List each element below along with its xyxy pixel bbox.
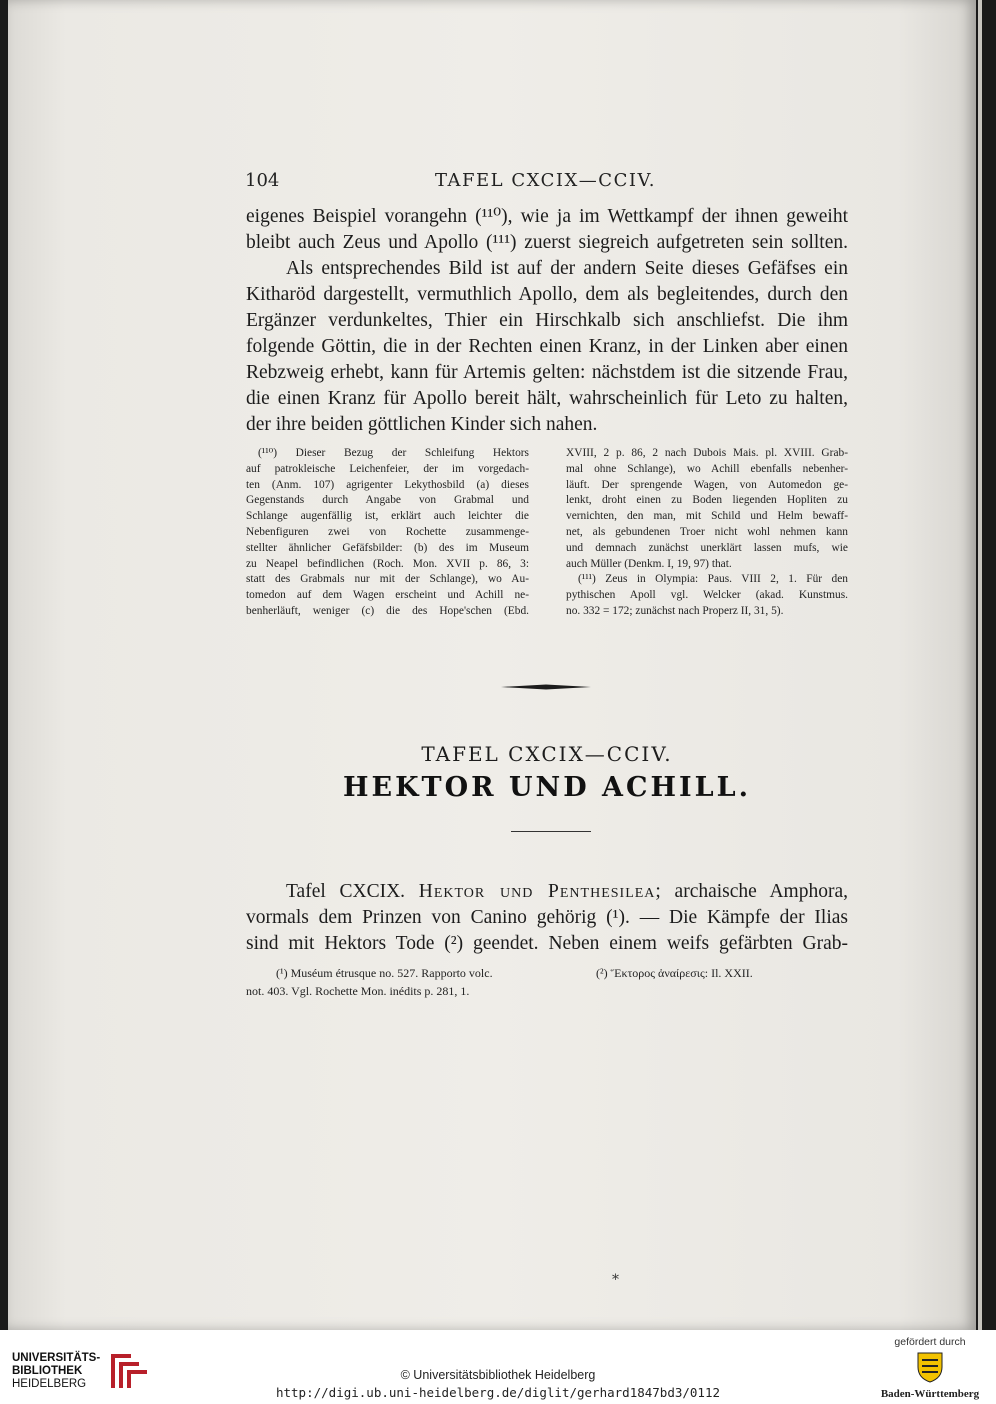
footnote-line: statt des Grabmals nur mit der Schlange), wo Au-	[246, 573, 529, 586]
footnote-line: ten (Anm. 107) agrigenter Lekythosbild (a) dieses	[246, 478, 529, 491]
footnote-line: stellter ähnlicher Gefäfsbilder: (b) des im Museum	[246, 541, 529, 554]
page-number: 104	[245, 170, 280, 191]
plate-description	[246, 879, 848, 957]
title-rule	[511, 831, 591, 832]
footer	[0, 1330, 996, 1404]
footnote-line: vernichten, den man, mit Schild und Helm bewaff-	[566, 510, 848, 523]
footnote-line: mal ohne Schlange), wo Achill ebenfalls nebenher-	[566, 462, 848, 475]
text-line: eigenes Beispiel vorangehn (¹¹⁰), wie ja im Wettkampf der ihnen geweiht	[246, 206, 848, 227]
text-line: Als entsprechendes Bild ist auf der andern Seite dieses Gefäfses ein	[286, 258, 848, 279]
plate-subject: Hektor und Penthesilea	[418, 881, 656, 902]
footnote-line: auch Müller (Denkm. I, 19, 97) that.	[566, 557, 732, 570]
text-line: vormals dem Prinzen von Canino gehörig (¹). — Die Kämpfe der Ilias	[246, 907, 848, 928]
funder-name: Baden-Württemberg	[880, 1388, 980, 1400]
footnote-line: (¹¹¹) Zeus in Olympia: Paus. VIII 2, 1. Für den	[578, 573, 848, 586]
footnote-line: tomedon auf dem Wagen erscheint und Achill ne-	[246, 589, 529, 602]
footnote-line: Nebenfiguren zwei von Rochette zusammenge-	[246, 525, 529, 538]
footnote-line: Schlange augenfällig ist, erklärt auch leichter die	[246, 510, 529, 523]
main-text	[246, 204, 848, 438]
text-line: der ihre beiden göttlichen Kinder sich nahen.	[246, 414, 598, 435]
footnote-2: (²) Ἕκτορος ἀναίρεσις: Il. XXII.	[596, 966, 753, 980]
footnote-row	[246, 982, 848, 1000]
footnote-line: no. 332 = 172; zunächst nach Properz II, 31, 5).	[566, 604, 784, 617]
running-head	[245, 170, 845, 194]
coat-of-arms-icon	[912, 1351, 948, 1383]
footnote-line: auf patrokleische Leichenfeier, der im vorgedach-	[246, 462, 529, 475]
footnote-row	[246, 964, 848, 982]
library-name-line: HEIDELBERG	[12, 1378, 87, 1390]
footnotes-right-column	[566, 446, 848, 620]
permalink[interactable]: http://digi.ub.uni-heidelberg.de/diglit/gerhard1847bd3/0112	[275, 1385, 720, 1400]
text-line: Kitharöd dargestellt, vermuthlich Apollo, dem als begleitendes, durch den	[246, 284, 848, 305]
footnote-line: (¹¹⁰) Dieser Bezug der Schleifung Hektors	[258, 447, 529, 459]
footnotes-left-column	[246, 446, 529, 620]
section-heading: TAFEL CXCIX—CCIV.	[421, 742, 673, 766]
plate-label: Tafel CXCIX.	[286, 881, 406, 902]
footnote-line: zu Neapel befindlichen (Roch. Mon. XVII p. 86, 3:	[246, 557, 529, 570]
footnote-line: lenkt, droht einen zu Boden liegenden Hopliten zu	[566, 494, 848, 507]
footnote-line: läuft. Der sprengende Wagen, von Automedon ge-	[566, 478, 848, 491]
text-line: die einen Kranz für Apollo bereit hält, wahrscheinlich für Leto zu halten,	[246, 388, 848, 409]
library-name-line: BIBLIOTHEK	[12, 1365, 83, 1377]
footnote-1-continued: not. 403. Vgl. Rochette Mon. inédits p. 281, 1.	[246, 984, 470, 998]
funding-info	[870, 1336, 990, 1400]
text-line: Ergänzer verdunkeltes, Thier ein Hirschkalb sich anschliefst. Die ihm	[246, 310, 848, 331]
text-line: bleibt auch Zeus und Apollo (¹¹¹) zuerst siegreich aufgetreten sein sollten.	[246, 232, 848, 253]
text-line: Rebzweig erhebt, kann für Artemis gelten: nächstdem ist die sitzende Frau,	[246, 362, 848, 383]
footnote-line: net, als gebundenen Troer nicht wohl nehmen kann	[566, 525, 848, 538]
footnote-line: Gegenstands durch Angabe von Grabmal und	[246, 494, 529, 507]
library-name-line: UNIVERSITÄTS-	[12, 1352, 101, 1364]
bottom-footnotes	[246, 964, 848, 1000]
running-title: TAFEL CXCIX—CCIV.	[435, 170, 657, 191]
footnote-line: pythischen Apoll vgl. Welcker (akad. Kunstmus.	[566, 589, 848, 602]
section-title: HEKTOR UND ACHILL.	[343, 772, 751, 803]
plate-line-end: ; archaische Amphora,	[655, 881, 848, 902]
footnote-line: benherläuft, weniger (c) die des Hope'schen (Ebd.	[246, 604, 529, 617]
book-page	[8, 0, 976, 1330]
text-line: sind mit Hektors Tode (²) geendet. Neben einem weifs gefärbten Grab-	[246, 933, 848, 954]
text-line: folgende Göttin, die in der Rechten einen Kranz, in der Linken aber einen	[246, 336, 848, 357]
ornamental-rule	[481, 684, 611, 690]
footnote-line: XVIII, 2 p. 86, 2 nach Dubois Mais. pl. XVIII. Grab-	[566, 447, 848, 459]
funded-by-label: gefördert durch	[894, 1336, 966, 1348]
footnote-line: und demnach zunächst unerklärt lassen mufs, wie	[566, 541, 848, 554]
printer-mark: *	[612, 1272, 619, 1288]
footnote-1: (¹) Muséum étrusque no. 527. Rapporto volc.	[276, 966, 493, 980]
text-line	[246, 879, 848, 905]
copyright-notice: © Universitätsbibliothek Heidelberg	[400, 1368, 596, 1382]
page-edge	[978, 0, 982, 1330]
